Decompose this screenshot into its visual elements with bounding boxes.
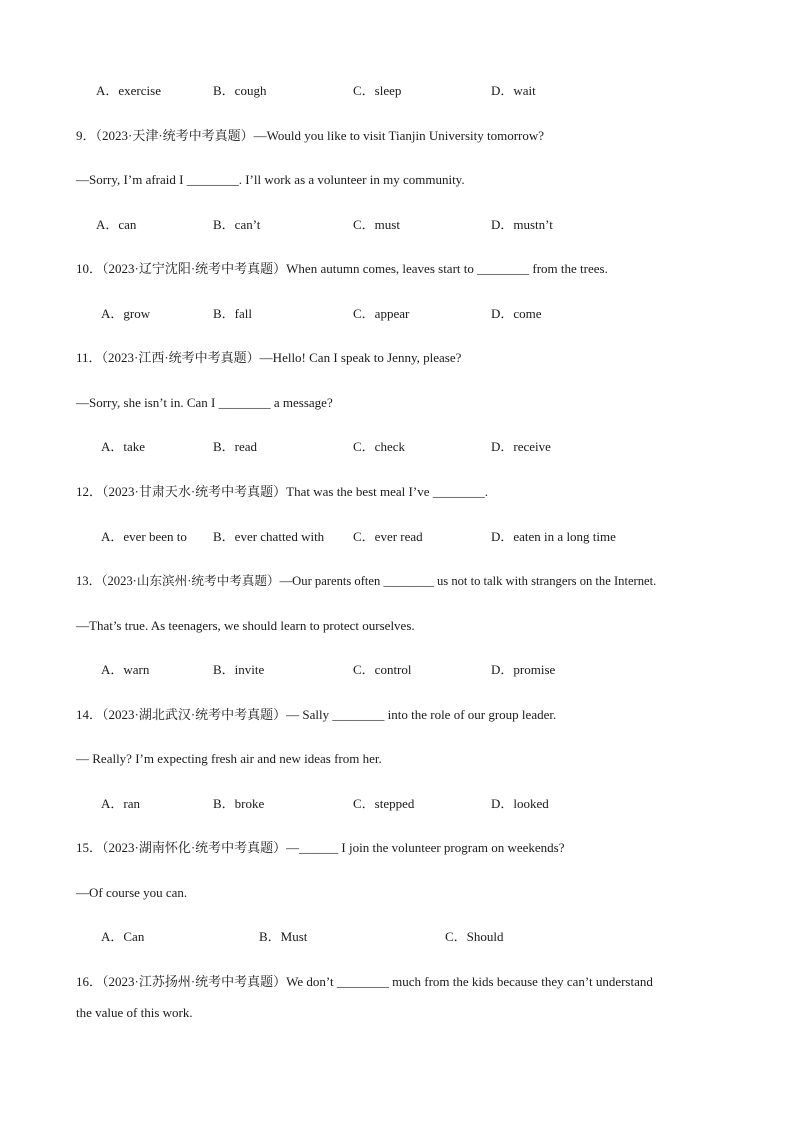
option-c: C．Should — [445, 929, 504, 944]
option-b: B．Must — [259, 929, 308, 944]
question-11-reply: —Sorry, she isn’t in. Can I ________ a message? — [76, 395, 333, 410]
option-a: A．ran — [101, 796, 140, 811]
question-14-reply: — Really? I’m expecting fresh air and new ideas from her. — [76, 751, 382, 766]
option-a: A．ever been to — [101, 529, 187, 544]
question-9-stem: 9．（2023·天津·统考中考真题）—Would you like to visit Tianjin University tomorrow? — [76, 128, 545, 143]
option-a: A．exercise — [96, 83, 161, 98]
question-15-reply: —Of course you can. — [76, 885, 188, 900]
option-d: D．receive — [491, 439, 551, 454]
option-a: A．take — [101, 439, 146, 454]
option-a: A．warn — [101, 662, 150, 677]
option-d: D．eaten in a long time — [491, 529, 616, 544]
option-c: C．control — [353, 662, 412, 677]
option-d: D．looked — [491, 796, 549, 811]
option-a: A．Can — [101, 929, 145, 944]
option-c: C．must — [353, 217, 400, 232]
option-c: C．stepped — [353, 796, 415, 811]
question-9-reply: —Sorry, I’m afraid I ________. I’ll work as a volunteer in my community. — [76, 172, 465, 187]
question-13-stem: 13．（2023·山东滨州·统考中考真题）—Our parents often ________ us not to talk with strangers on the Internet. — [76, 574, 657, 588]
option-b: B．invite — [213, 662, 265, 677]
option-a: A．can — [96, 217, 137, 232]
option-b: B．broke — [213, 796, 265, 811]
option-b: B．fall — [213, 306, 252, 321]
option-d: D．mustn’t — [491, 217, 553, 232]
option-b: B．cough — [213, 83, 267, 98]
option-b: B．can’t — [213, 217, 261, 232]
option-d: D．come — [491, 306, 542, 321]
option-d: D．promise — [491, 662, 556, 677]
question-13-reply: —That’s true. As teenagers, we should learn to protect ourselves. — [76, 618, 415, 633]
option-c: C．appear — [353, 306, 410, 321]
question-11-stem: 11．（2023·江西·统考中考真题）—Hello! Can I speak to Jenny, please? — [76, 350, 462, 365]
option-c: C．ever read — [353, 529, 423, 544]
option-c: C．check — [353, 439, 405, 454]
option-d: D．wait — [491, 83, 536, 98]
question-10-stem: 10．（2023·辽宁沈阳·统考中考真题）When autumn comes, leaves start to ________ from the trees. — [76, 261, 608, 276]
question-15-stem: 15．（2023·湖南怀化·统考中考真题）—______ I join the volunteer program on weekends? — [76, 840, 565, 855]
option-b: B．ever chatted with — [213, 529, 325, 544]
question-16-stem: 16．（2023·江苏扬州·统考中考真题）We don’t ________ much from the kids because they can’t understand — [76, 974, 653, 989]
question-14-stem: 14．（2023·湖北武汉·统考中考真题）— Sally ________ into the role of our group leader. — [76, 707, 557, 722]
option-a: A．grow — [101, 306, 151, 321]
question-12-stem: 12．（2023·甘肃天水·统考中考真题）That was the best meal I’ve ________. — [76, 484, 488, 499]
question-16-continuation: the value of this work. — [76, 1005, 193, 1020]
option-c: C．sleep — [353, 83, 402, 98]
option-b: B．read — [213, 439, 258, 454]
